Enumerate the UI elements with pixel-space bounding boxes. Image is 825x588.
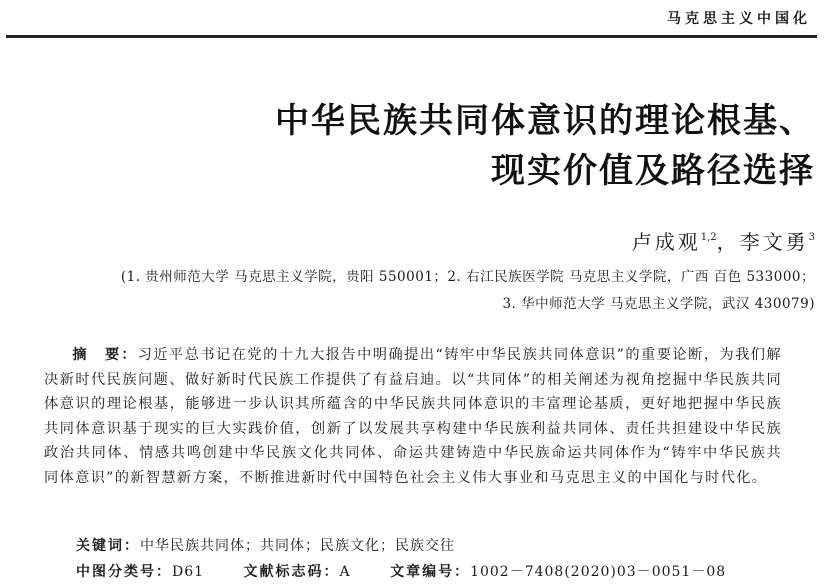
article-number-label: 文章编号： <box>390 564 471 580</box>
affiliation-line-1: (1. 贵州师范大学 马克思主义学院，贵阳 550001；2. 右江民族医学院 马克思主义学院，广西 百色 533000； <box>120 269 815 285</box>
title-line-2: 现实价值及路径选择 <box>491 151 815 191</box>
article-number-value: 1002－7408(2020)03－0051－08 <box>470 564 727 580</box>
author-2-affil-ref: 3 <box>808 232 815 243</box>
abstract-paragraph <box>44 343 782 490</box>
title-line-1: 中华民族共同体意识的理论根基、 <box>275 101 815 141</box>
affiliation-line-2: 3. 华中师范大学 马克思主义学院，武汉 430079) <box>502 296 815 312</box>
journal-section-header: 马克思主义中国化 <box>667 11 811 27</box>
keywords-line <box>76 535 455 555</box>
author-1-name: 卢成观 <box>631 230 701 254</box>
classification-line <box>76 561 726 581</box>
keywords-text: 中华民族共同体；共同体；民族文化；民族交往 <box>140 538 455 554</box>
clc-number <box>76 564 204 580</box>
author-list <box>632 226 815 255</box>
doc-code-value: A <box>339 564 351 580</box>
header-divider <box>6 35 817 38</box>
article-number <box>390 564 726 580</box>
author-1-affil-ref: 1,2 <box>700 232 717 243</box>
clc-label: 中图分类号： <box>76 564 172 580</box>
clc-value: D61 <box>172 564 205 580</box>
doc-code-label: 文献标志码： <box>243 564 340 580</box>
abstract-label: 摘 要： <box>72 347 138 363</box>
author-2-name: 李文勇 <box>739 230 809 254</box>
keywords-label: 关键词： <box>76 538 140 554</box>
article-title <box>55 96 815 196</box>
abstract-text: 习近平总书记在党的十九大报告中明确提出“铸牢中华民族共同体意识”的重要论断，为我们解决新时代民族问题、做好新时代民族工作提供了有益启迪。以“共同体”的相关阐述为视角挖掘中华民族共同体意识的理论根基，能够进一步认识其所蕴含的中华民族共同体意识的丰富理论基质，更好地把握中华民族共同体意识基于现实的巨大实践价值，创新了以发展共享构建中华民族利益共同体、责任共担建设中华民族政治共同体、情感共鸣创建中华民族文化共同体、命运共建铸造中华民族命运共同体作为“铸牢中华民族共同体意识”的新智慧新方案，不断推进新时代中国特色社会主义伟大事业和马克思主义的中国化与时代化。 <box>44 347 782 486</box>
author-separator: ， <box>716 230 740 254</box>
document-code <box>244 564 351 580</box>
